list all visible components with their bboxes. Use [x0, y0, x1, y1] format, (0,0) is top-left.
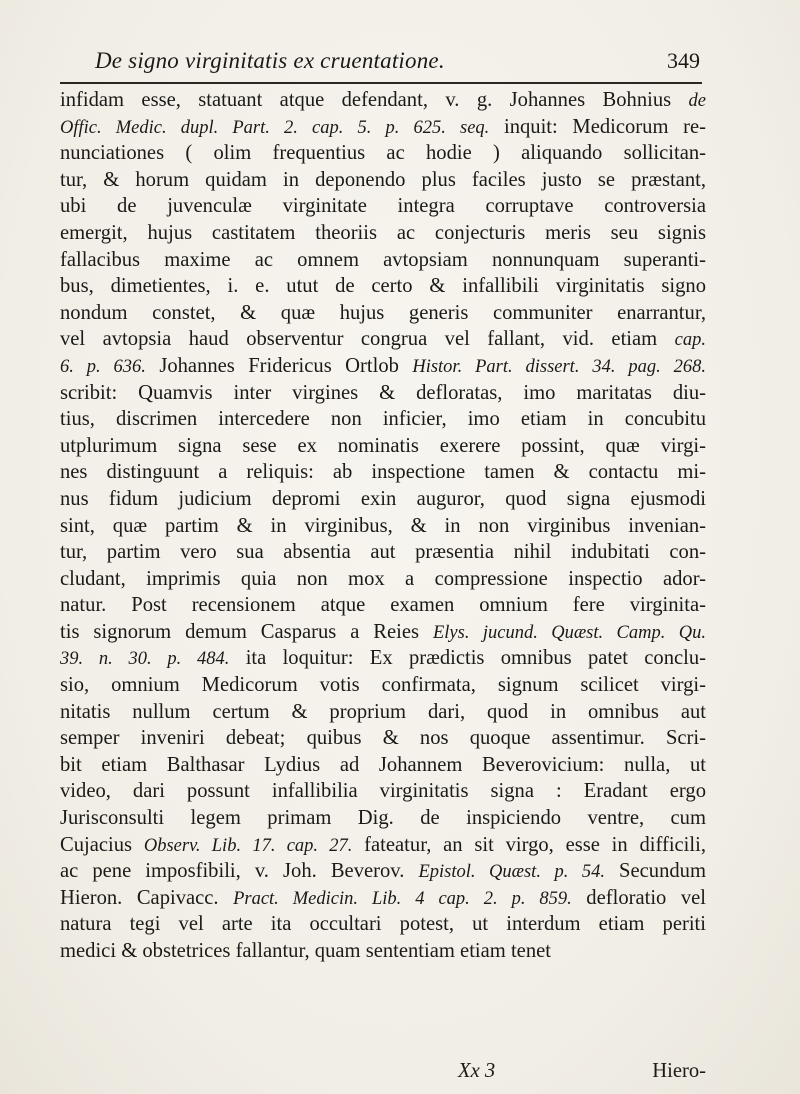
line-text: cludant, imprimis quia non mox a compressione inspectio ador-: [60, 567, 706, 590]
line-text: nes distinguunt a reliquis: ab inspectione tamen & contactu mi-: [60, 461, 706, 484]
text-line: [60, 220, 706, 247]
line-text: fallacibus maxime ac omnem avtopsiam nonnunquam superanti-: [60, 248, 706, 271]
citation-text: cap.: [674, 330, 706, 351]
line-text: ita loquitur: Ex prædictis omnibus patet conclu-: [229, 647, 706, 670]
line-text: defloratio vel: [571, 886, 706, 909]
text-line: [60, 167, 706, 194]
text-line: [60, 752, 706, 779]
text-line: [60, 486, 706, 513]
text-line: [60, 247, 706, 274]
text-line: [60, 433, 706, 460]
line-text: bus, dimetientes, i. e. utut de certo & infallibili virginitatis signo: [60, 275, 706, 298]
header-rule: [60, 82, 702, 84]
text-line: [60, 300, 706, 327]
line-text: tis signorum demum Casparus a Reies: [60, 620, 433, 643]
citation-text: Offic. Medic. dupl. Part. 2. cap. 5. p. 625. seq.: [60, 117, 490, 138]
text-line: [60, 87, 706, 114]
line-text: nitatis nullum certum & proprium dari, quod in omnibus aut: [60, 700, 706, 723]
citation-text: 6. p. 636.: [60, 356, 146, 377]
citation-text: Observ. Lib. 17. cap. 27.: [143, 835, 353, 856]
text-line: [60, 539, 706, 566]
citation-text: de: [688, 91, 706, 111]
line-text: ac pene imposfibili, v. Joh. Beverov.: [60, 860, 419, 883]
running-title: De signo virginitatis ex cruentatione.: [95, 48, 445, 73]
text-line: [60, 619, 706, 646]
text-line: [60, 672, 706, 699]
line-text: scribit: Quamvis inter virgines & defloratas, imo maritatas diu-: [60, 381, 706, 404]
line-text: natura tegi vel arte ita occultari potest, ut interdum etiam periti: [60, 913, 706, 936]
line-text: inquit: Medicorum re-: [489, 115, 706, 138]
line-text: ubi de juvenculæ virginitate integra corruptave controversia: [60, 195, 706, 218]
line-text: nunciationes ( olim frequentius ac hodie ) aliquando sollicitan-: [60, 142, 706, 165]
line-text: vel avtopsia haud observentur congrua vel fallant, vid. etiam: [60, 328, 675, 351]
line-text: sio, omnium Medicorum votis confirmata, signum scilicet virgi-: [60, 674, 706, 697]
line-text: emergit, hujus castitatem theoriis ac conjecturis meris seu signis: [60, 221, 706, 244]
text-line: [60, 805, 706, 832]
text-line: [60, 273, 706, 300]
text-line: [60, 193, 706, 220]
line-text: Johannes Fridericus Ortlob: [145, 354, 413, 377]
text-line: [60, 725, 706, 752]
citation-text: Epistol. Quæst. p. 54.: [418, 862, 605, 883]
line-text: Hieron. Capivacc.: [60, 886, 234, 909]
page-number: 349: [667, 48, 700, 73]
text-line: [60, 699, 706, 726]
line-text: tur, & horum quidam in deponendo plus faciles justo se præstant,: [60, 168, 706, 191]
line-text: tur, partim vero sua absentia aut præsentia nihil indubitati con-: [60, 541, 706, 564]
text-line: [60, 778, 706, 805]
citation-text: Histor. Part. dissert. 34. pag. 268.: [412, 356, 706, 377]
text-line: [60, 832, 706, 859]
signature-mark: Xx 3: [458, 1060, 496, 1082]
line-text: natur. Post recensionem atque examen omnium fere virginita-: [60, 594, 706, 617]
text-line: [60, 645, 706, 672]
line-text: Secundum: [605, 860, 706, 883]
text-line: [60, 858, 706, 885]
line-text: nondum constet, & quæ hujus generis communiter enarrantur,: [60, 301, 706, 324]
line-text: tius, discrimen intercedere non inficier, imo etiam in concubitu: [60, 408, 706, 431]
line-text: utplurimum signa sese ex nominatis exerere possint, quæ virgi-: [60, 434, 706, 457]
text-line: [60, 911, 706, 938]
line-text: semper inveniri debeat; quibus & nos quoque assentimur. Scri-: [60, 727, 706, 750]
text-line: [60, 140, 706, 167]
text-line: [60, 353, 706, 380]
line-text: infidam esse, statuant atque defendant, v. g. Johannes Bohnius: [60, 89, 689, 111]
line-text: Cujacius: [60, 833, 144, 856]
text-line: [60, 938, 706, 965]
line-text: bit etiam Balthasar Lydius ad Johannem Beverovicium: nulla, ut: [60, 753, 706, 776]
text-line: [60, 592, 706, 619]
citation-text: 39. n. 30. p. 484.: [60, 649, 230, 670]
line-text: video, dari possunt infallibilia virginitatis signa : Eradant ergo: [60, 780, 706, 803]
text-line: [60, 566, 706, 593]
line-text: medici & obstetrices fallantur, quam sententiam etiam tenet: [60, 940, 551, 962]
line-text: sint, quæ partim & in virginibus, & in non virginibus invenian-: [60, 514, 706, 537]
text-line: [60, 326, 706, 353]
line-text: nus fidum judicium depromi exin auguror, quod signa ejusmodi: [60, 487, 706, 510]
text-line: [60, 513, 706, 540]
text-line: [60, 406, 706, 433]
catchword: Hiero-: [652, 1060, 706, 1082]
text-line: [60, 459, 706, 486]
text-line: [60, 885, 706, 912]
citation-text: Pract. Medicin. Lib. 4 cap. 2. p. 859.: [233, 888, 572, 909]
running-header: [95, 48, 700, 82]
body-text: [60, 87, 706, 965]
page-footer: [60, 1060, 706, 1088]
text-line: [60, 380, 706, 407]
text-line: [60, 114, 706, 141]
citation-text: Elys. jucund. Quæst. Camp. Qu.: [432, 622, 706, 643]
line-text: Jurisconsulti legem primam Dig. de inspiciendo ventre, cum: [60, 807, 706, 830]
line-text: fateatur, an sit virgo, esse in difficili,: [352, 833, 706, 856]
